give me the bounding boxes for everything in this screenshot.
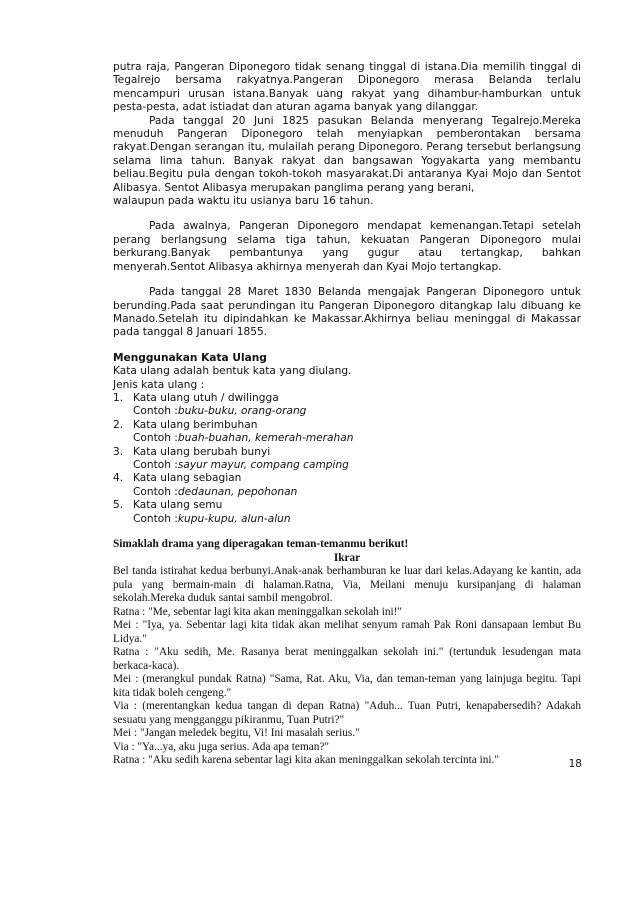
history-paragraph-2: Pada tanggal 20 Juni 1825 pasukan Belanda menyerang Tegalrejo.Mereka menuduh Pangeran Diponegoro telah menyiapkan pemberontakan bersama rakyat.Dengan serangan itu, mulailah perang Diponegoro. Perang tersebut berlangsung selama lima tahun. Banyak rakyat dan bangsawan Yogyakarta yang membantu beliau.Begitu pula dengan tokoh-tokoh masyarakat.Di antaranya Kyai Mojo dan Sentot Alibasya. Sentot Alibasya merupakan panglima perang yang berani,: [113, 114, 581, 194]
drama-section: [113, 538, 581, 768]
example-text: buku-buku, orang-orang: [177, 405, 307, 418]
drama-line: Mei : "Iya, ya. Sebentar lagi kita tidak akan melihat senyum ramah Pak Roni dansapaan lembut Bu Lidya.": [113, 619, 581, 645]
example-line: [133, 513, 581, 526]
list-item-name: Kata ulang semu: [133, 499, 223, 512]
history-paragraph-2-continued: walaupun pada waktu itu usianya baru 16 tahun.: [113, 195, 374, 208]
drama-line: Ratna : "Aku sedih karena sebentar lagi kita akan meninggalkan sekolah tercinta ini.": [113, 754, 499, 766]
example-line: [133, 459, 581, 472]
example-line: [133, 486, 581, 499]
drama-line: Bel tanda istirahat kedua berbunyi.Anak-anak berhamburan ke luar dari kelas.Adayang ke kantin, ada pula yang bermain-main di halaman.Ratna, Via, Meilani menuju kursipanjang di halaman sekolah.Mereka duduk santai sambil mengobrol.: [113, 565, 581, 604]
history-paragraph-1: putra raja, Pangeran Diponegoro tidak senang tinggal di istana.Dia memilih tinggal di Tegalrejo bersama rakyatnya.Pangeran Diponegoro merasa Belanda terlalu mencampuri urusan istana.Banyak uang rakyat yang dihambur-hamburkan untuk pesta-pesta, adat istiadat dan aturan agama banyak yang dilanggar.: [113, 61, 581, 114]
list-number: 4.: [113, 472, 124, 485]
contoh-label: Contoh :: [133, 405, 178, 418]
history-section: [113, 61, 581, 340]
drama-line: Via : "Ya...ya, aku juga serius. Ada apa teman?": [113, 740, 330, 753]
drama-line: Ratna : "Me, sebentar lagi kita akan meninggalkan sekolah ini!": [113, 605, 403, 618]
list-item-name: Kata ulang utuh / dwilingga: [133, 391, 279, 404]
drama-line: Ratna : "Aku sedih, Me. Rasanya berat meninggalkan sekolah ini." (tertunduk lesudengan mata berkaca-kaca).: [113, 646, 581, 672]
list-item: [113, 472, 581, 499]
example-line: [133, 405, 581, 418]
jenis-label: Jenis kata ulang :: [113, 378, 205, 391]
example-text: sayur mayur, compang camping: [177, 458, 349, 471]
drama-instruction: Simaklah drama yang diperagakan teman-temanmu berikut!: [113, 538, 409, 550]
example-line: [133, 432, 581, 445]
history-paragraph-3: Pada awalnya, Pangeran Diponegoro mendapat kemenangan.Tetapi setelah perang berlangsung selama tiga tahun, kekuatan Pangeran Diponegoro mulai berkurang.Banyak pembantunya yang gugur atau tertangkap, bahkan menyerah.Sentot Alibasya akhirnya menyerah dan Kyai Mojo tertangkap.: [113, 220, 581, 273]
list-item-name: Kata ulang berubah bunyi: [133, 445, 271, 458]
history-paragraph-4: Pada tanggal 28 Maret 1830 Belanda mengajak Pangeran Diponegoro untuk berunding.Pada saat perundingan itu Pangeran Diponegoro ditangkap lalu dibuang ke Manado.Setelah itu dipindahkan ke Makassar.Akhirnya beliau meninggal di Makassar pada tanggal 8 Januari 1855.: [113, 286, 581, 339]
section-heading: Menggunakan Kata Ulang: [113, 351, 267, 364]
drama-line: Mei : "Jangan meledek begitu, Vi! Ini masalah serius.": [113, 727, 360, 739]
list-number: 2.: [113, 418, 124, 431]
contoh-label: Contoh :: [133, 458, 178, 471]
list-item-name: Kata ulang sebagian: [133, 472, 242, 485]
drama-title: Ikrar: [333, 551, 361, 564]
example-text: buah-buahan, kemerah-merahan: [177, 432, 354, 445]
definition-text: Kata ulang adalah bentuk kata yang diulang.: [113, 365, 352, 378]
list-number: 1.: [113, 391, 124, 404]
list-item: [113, 446, 581, 473]
contoh-label: Contoh :: [133, 512, 178, 525]
list-item: [113, 419, 581, 446]
page-content: [113, 61, 581, 768]
list-item: [113, 392, 581, 419]
page-number: 18: [568, 758, 582, 770]
example-text: dedaunan, pepohonan: [177, 485, 298, 498]
drama-line: Via : (merentangkan kedua tangan di depan Ratna) "Aduh... Tuan Putri, kenapabersedih? Adakah sesuatu yang mengganggu pikiranmu, Tuan Putri?": [113, 700, 581, 726]
list-item: [113, 499, 581, 526]
list-number: 5.: [113, 499, 124, 512]
contoh-label: Contoh :: [133, 432, 178, 445]
example-text: kupu-kupu, alun-alun: [177, 512, 291, 525]
kata-ulang-list: [113, 392, 581, 526]
contoh-label: Contoh :: [133, 485, 178, 498]
list-item-name: Kata ulang berimbuhan: [133, 418, 258, 431]
drama-line: Mei : (merangkul pundak Ratna) "Sama, Rat. Aku, Via, dan teman-teman yang lainjuga begitu. Tapi kita tidak boleh cengeng.": [113, 673, 581, 699]
kata-ulang-section: [113, 352, 581, 526]
list-number: 3.: [113, 445, 124, 458]
